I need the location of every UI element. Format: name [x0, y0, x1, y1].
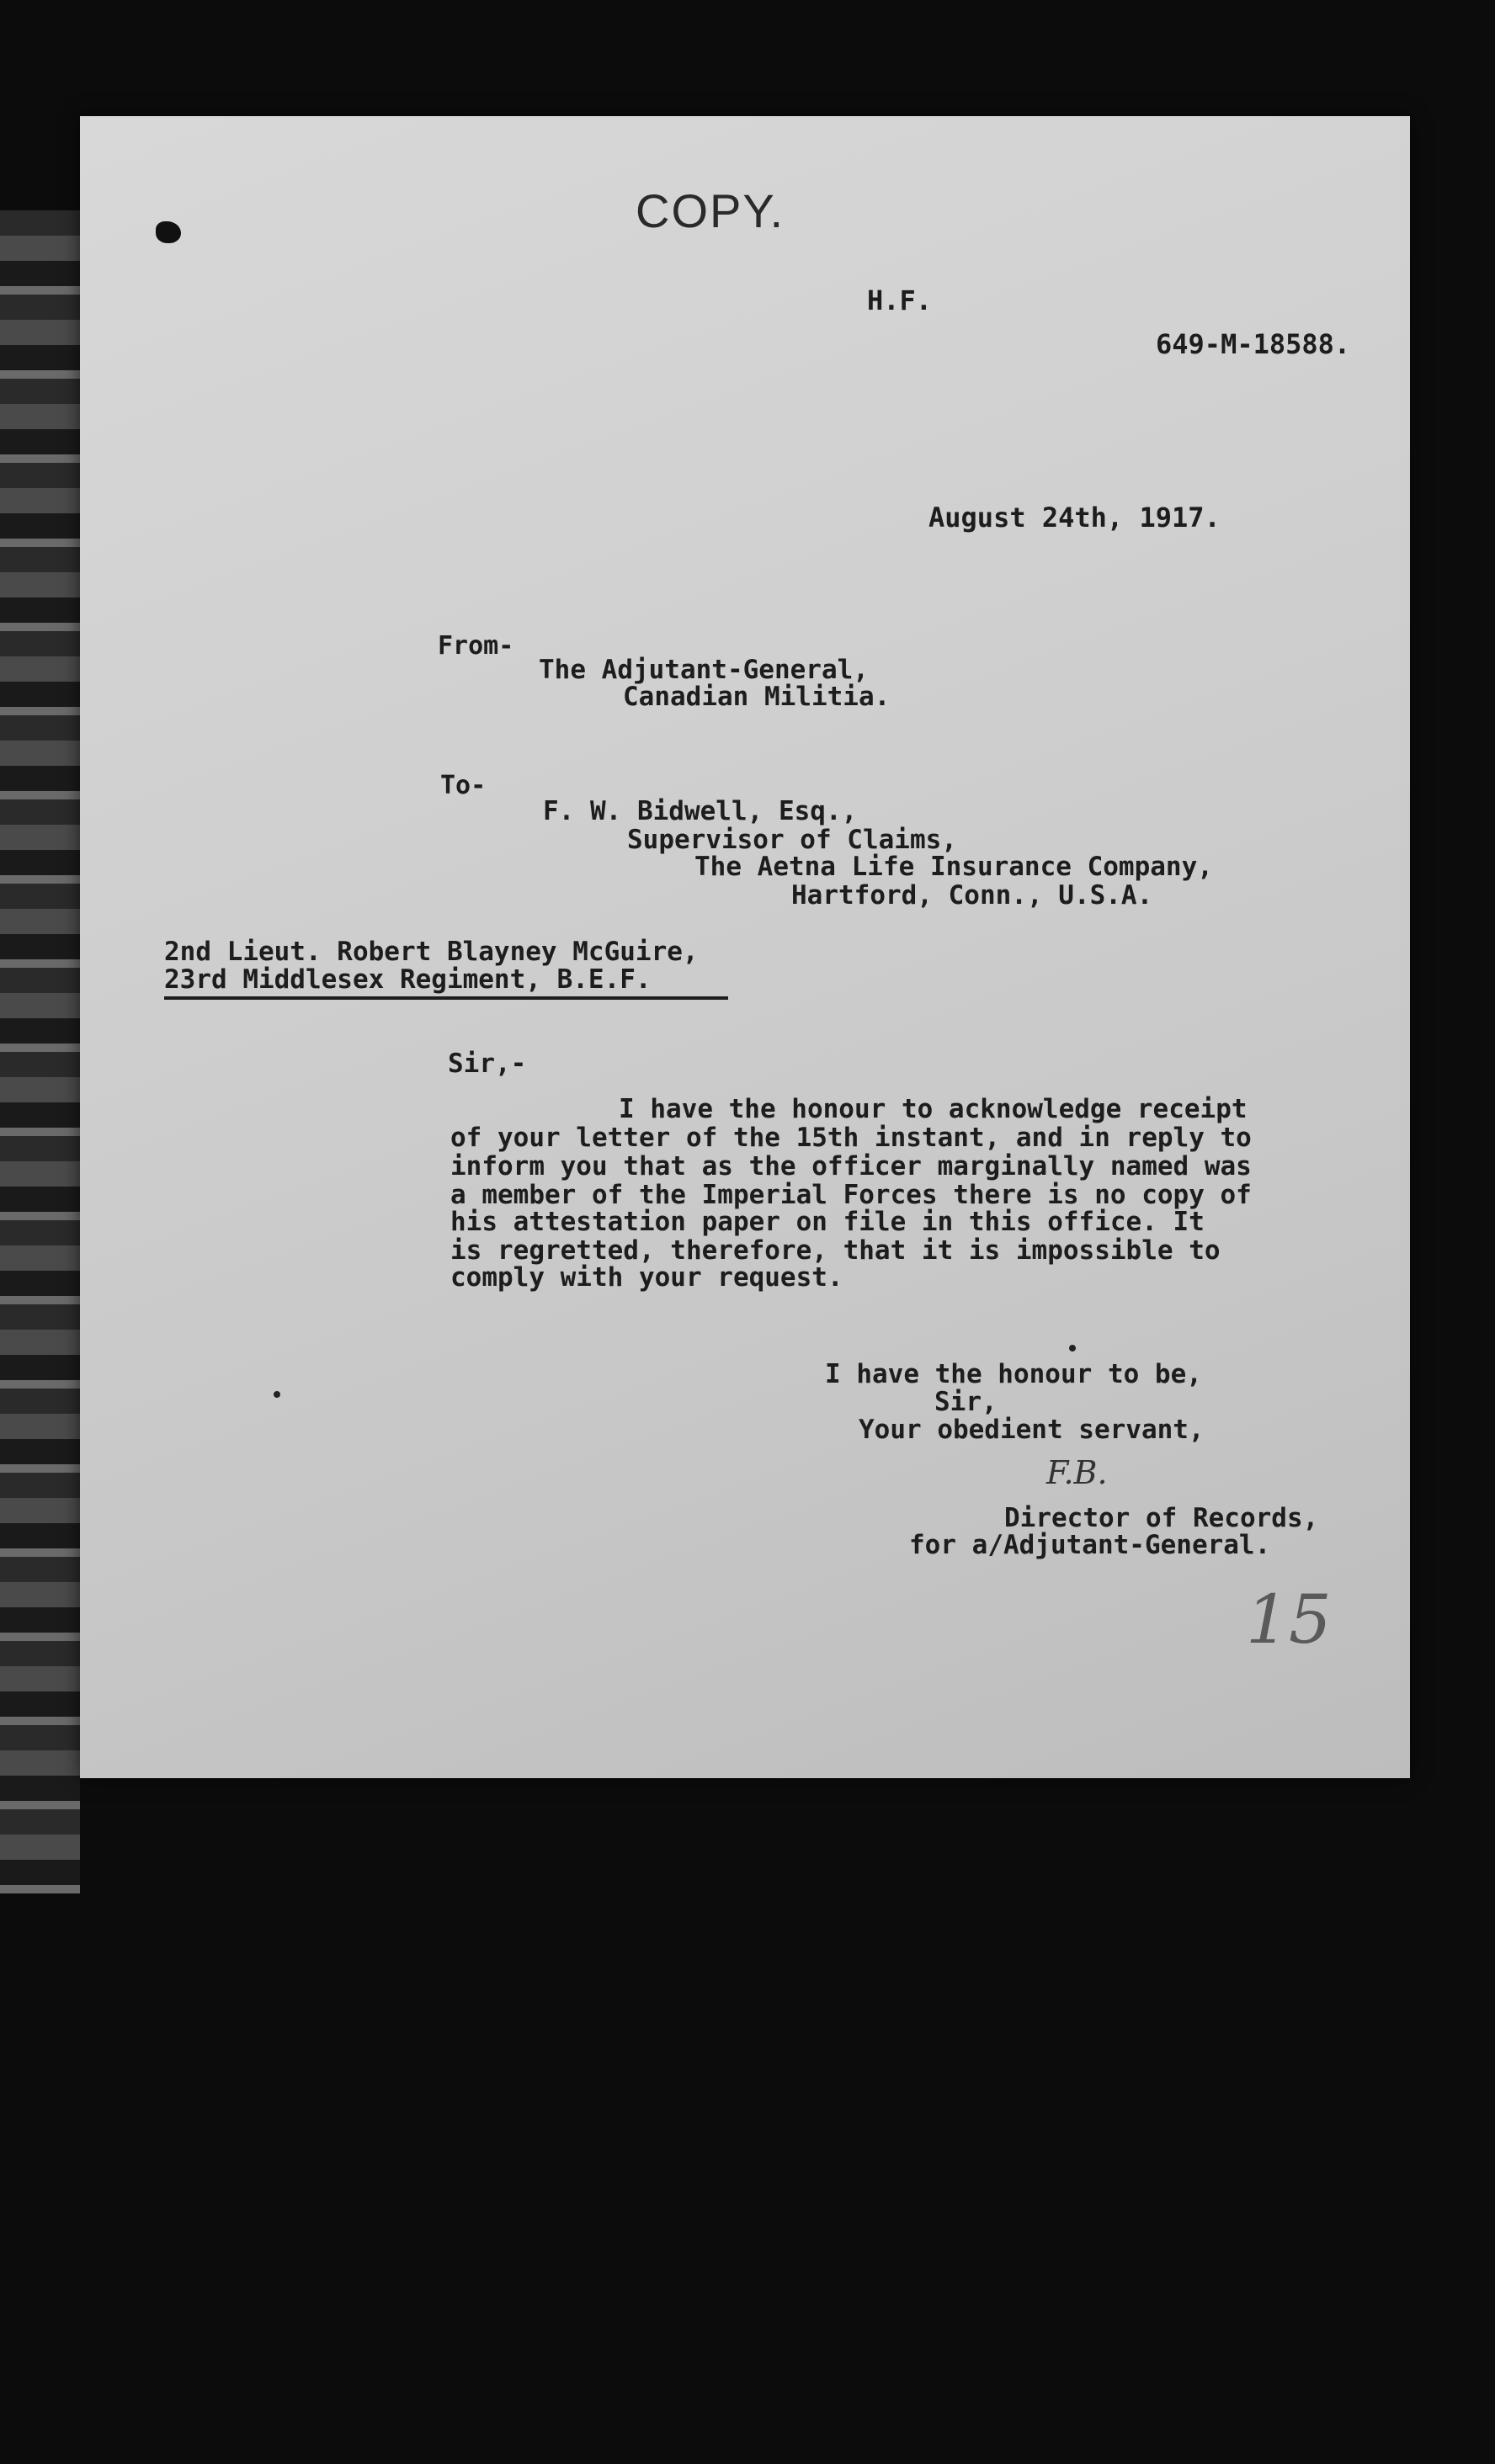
from-line: Canadian Militia. [623, 682, 891, 712]
speck [274, 1391, 280, 1398]
from-label: From- [438, 631, 514, 661]
hf-reference: H.F. [867, 284, 933, 316]
to-line: Hartford, Conn., U.S.A. [791, 880, 1153, 911]
body-line: is regretted, therefore, that it is impossible to [450, 1235, 1221, 1266]
subject-underline [164, 996, 728, 1000]
body-line: I have the honour to acknowledge receipt [619, 1094, 1248, 1124]
letter-date: August 24th, 1917. [928, 502, 1221, 534]
signature-title: Director of Records, [1004, 1503, 1319, 1533]
film-strip-edge [0, 210, 80, 1893]
to-line: F. W. Bidwell, Esq., [543, 796, 858, 826]
letter-page [80, 116, 1410, 1778]
body-line: inform you that as the officer marginally named was [450, 1151, 1252, 1182]
marginal-subject-line: 23rd Middlesex Regiment, B.E.F. [164, 964, 652, 995]
binder-mark [156, 221, 181, 243]
closing-line: Sir, [934, 1387, 998, 1417]
speck [1069, 1345, 1076, 1351]
body-line: his attestation paper on file in this office. It [450, 1207, 1205, 1237]
body-line: a member of the Imperial Forces there is no copy of [450, 1180, 1252, 1210]
salutation: Sir,- [448, 1049, 527, 1079]
handwritten-page-number: 15 [1246, 1580, 1332, 1659]
to-line: The Aetna Life Insurance Company, [694, 852, 1213, 882]
from-line: The Adjutant-General, [539, 655, 869, 685]
copy-stamp: COPY. [636, 184, 785, 237]
closing-line: I have the honour to be, [825, 1359, 1202, 1389]
to-line: Supervisor of Claims, [627, 825, 957, 855]
body-line: of your letter of the 15th instant, and in reply to [450, 1123, 1252, 1153]
signature-title: for a/Adjutant-General. [909, 1530, 1271, 1560]
body-line: comply with your request. [450, 1262, 843, 1293]
to-label: To- [440, 771, 487, 800]
file-number: 649-M-18588. [1156, 328, 1351, 360]
closing-line: Your obedient servant, [859, 1415, 1205, 1445]
handwritten-initials: F.B. [1046, 1454, 1108, 1491]
marginal-subject-line: 2nd Lieut. Robert Blayney McGuire, [164, 937, 699, 967]
